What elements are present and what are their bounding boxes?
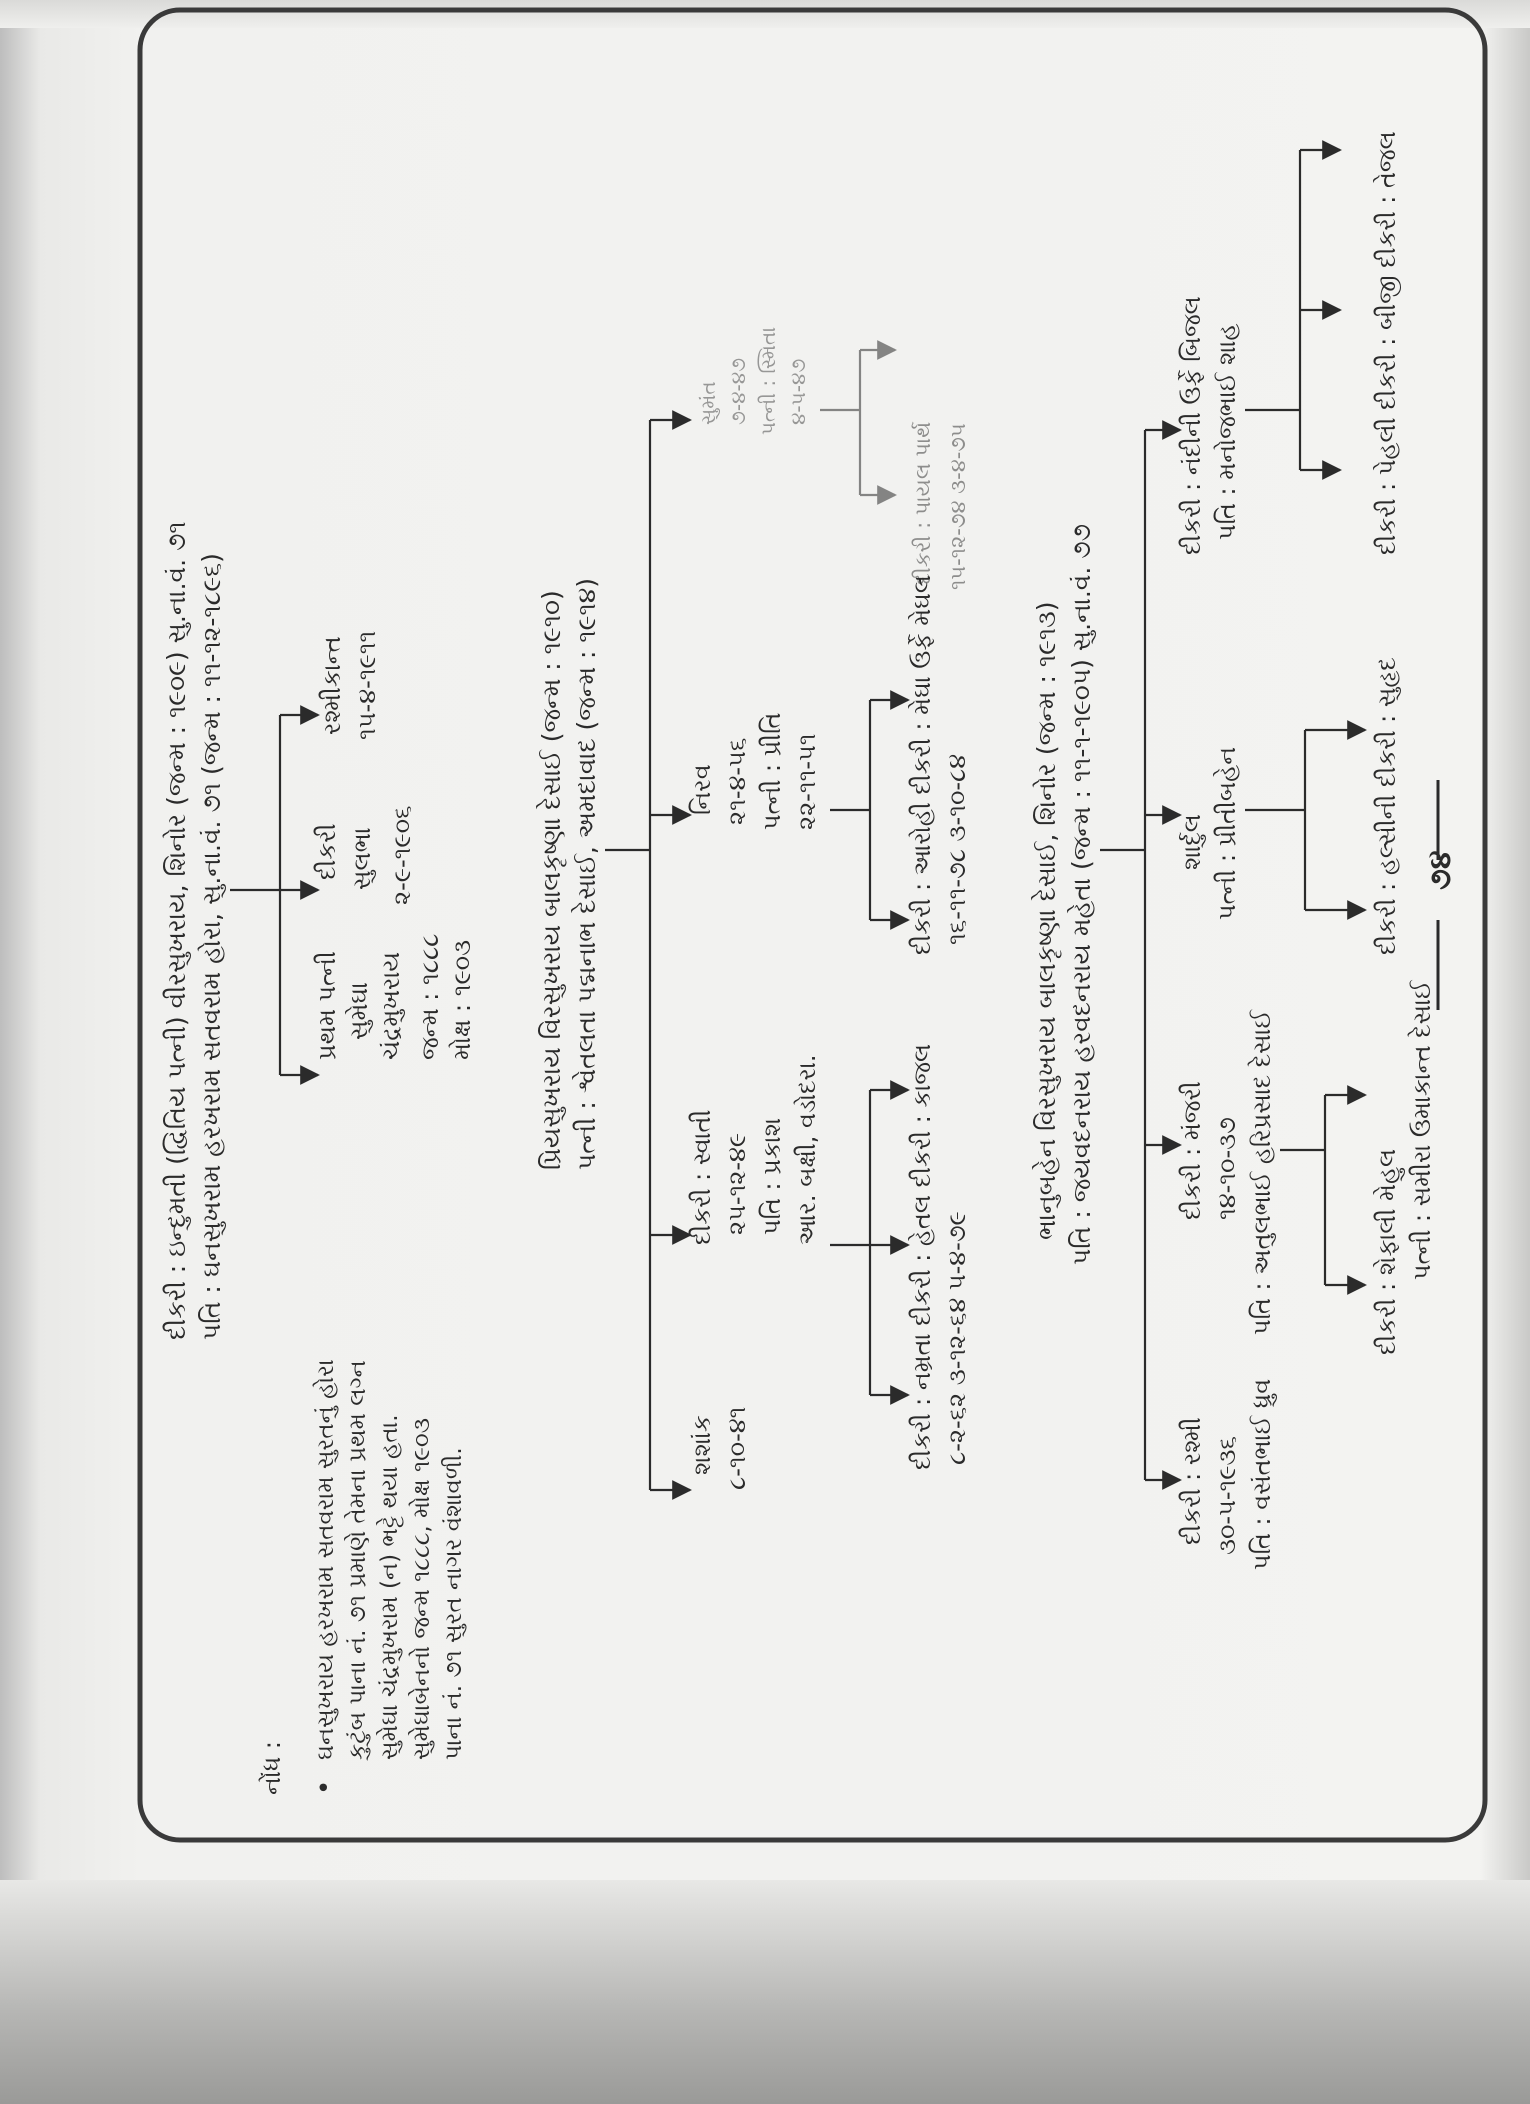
swati-line: દીકરી : સ્વાતી: [688, 1109, 716, 1245]
first-wife-line: ચંદ્રમુખરાય: [377, 952, 405, 1060]
sumant-line: પત્ની : સ્મિતા: [756, 326, 780, 435]
footnote-line: સુમેઘાબેનનો જન્મ ૧૮૮૮, મોક્ષ ૧૯૦૩: [409, 1417, 435, 1760]
footnote-lines: [312, 1359, 467, 1761]
manjari-block: [1178, 1009, 1276, 1335]
nirav-children-line1: દીકરી : આરોહી દીકરી : મેઘા ઉર્ફે મેઘલ: [908, 575, 936, 955]
nirav-children-line2: ૧૬-૧૧-૭૮ ૩-૧૦-૮૪: [943, 753, 971, 945]
footnote-bullet: •: [310, 1779, 340, 1795]
footnote-line: સુમેઘા ચંદ્રમુખરામ (ન) ભટ્ટે થયા હતા.: [377, 1414, 403, 1760]
swati-line: ૨૫-૧૨-૪૯: [723, 1132, 751, 1235]
shashank-line: ૮-૧૦-૪૧: [723, 1406, 751, 1490]
daughter-sulabha-block: [313, 806, 416, 905]
sulabha-line: સુલભા: [348, 827, 376, 890]
first-wife-line: સુમેઘા: [345, 982, 373, 1040]
top-family-line2: પતિ : ઘનસુખરામ હરખરામ સતવરામ હોરા, સુ.ના.વં. ૭૧ (જન્મ : ૧૧-૧૨-૧૮૯૬): [197, 553, 226, 1340]
manjari-children-line2: પત્ની : સમીરા ઉમાકાન્ત દેસાઈ: [1408, 980, 1436, 1280]
rashmi-line: દીકરી : રશ્મી: [1178, 1417, 1206, 1545]
bhanuben-line2: પતિ : જયવદનરાય હરવદનરાય મહેતા (જન્મ : ૧૧-૧-૧૯૦૫) સુ.ના.વં. ૭૭: [1067, 524, 1096, 1265]
page-bottom-shadow: [0, 1880, 1530, 2104]
rashmi-block: [1178, 1379, 1277, 1570]
first-wife-line: મોક્ષ : ૧૯૦૩: [448, 939, 476, 1060]
page-frame: [140, 10, 1485, 1840]
nandini-line: પતિ : મનોજભાઈ શાહ: [1213, 323, 1241, 540]
sumant-line: ૪-૫-૪૭: [786, 358, 810, 425]
nirav-line: પત્ની : પ્રીતિ: [758, 712, 786, 830]
rashmikant-block: [318, 631, 381, 740]
nandini-children-line: દીકરી : પેહલી દીકરી : બીજી દીકરી : તેજલ: [1373, 131, 1401, 555]
shashank-line: શશાંક: [688, 1415, 716, 1475]
bhanuben-line1: ભાનુબહેન વિરસુખરાય બાલકૃષ્ણા દેસાઈ, શિનોર (જન્મ : ૧૯૧૩): [1032, 601, 1061, 1240]
sumant-line: ૭-૪-૪૭: [726, 357, 750, 425]
rashmi-line: પતિ : વસંતભાઈ ધ્રુવ: [1248, 1378, 1276, 1570]
rashmi-line: ૩૦-૫-૧૯૩૬: [1213, 1436, 1241, 1555]
rashmikant-line: ૧૫-૪-૧૯૧૧: [353, 630, 381, 740]
footnote-line: કુટુંબ પાના નં. ૭૧ પ્રમાણે તેમના પ્રથમ લગ્ન: [345, 1360, 371, 1760]
sulabha-line: દીકરી: [313, 823, 341, 880]
first-wife-line: જન્મ : ૧૮૮૮: [416, 933, 444, 1060]
manjari-children-line1: દીકરી : શેફાલી મેહુલ: [1373, 1148, 1401, 1355]
first-wife-line: પ્રથમ પત્ની: [313, 951, 341, 1060]
swati-block: [688, 1055, 821, 1245]
nandini-line: દીકરી : નંદીની ઉર્ફે બિજલ: [1178, 296, 1206, 555]
shardul-children-line: દીકરી : હલ્સીની દીકરી : સુહૃદ: [1373, 657, 1401, 955]
sumant-line: સુમંત: [696, 381, 720, 425]
nirav-line: નિરવ: [688, 764, 716, 815]
manjari-line: દીકરી : મંજરી: [1178, 1081, 1206, 1220]
shardul-line: પત્ની : પ્રીતીબહેન: [1213, 746, 1241, 920]
page-number: ૭૪: [1423, 850, 1458, 890]
footnote-line: ઘનસુખરાય હરખરામ સતવરામ સુરતનું હોરા: [313, 1359, 339, 1760]
nandini-block: [1178, 296, 1241, 555]
shashank-children-line2: ૮-૨-૬૨ ૩-૧૨-૬૪ ૫-૪-૭૯: [943, 1211, 971, 1465]
manjari-line: પતિ : અતુલભાઈ હરિપ્રસાદ દેસાઈ: [1248, 1010, 1276, 1335]
footnote-heading: નોંધ :: [258, 1741, 286, 1795]
footnote-line: પાના નં. ૭૧ સુરત નાગર વંશાવળી.: [441, 1447, 467, 1760]
sumant-children: [911, 422, 970, 590]
nirav-line: ૨૨-૧૧-૫૧: [793, 733, 821, 830]
manjari-line: ૧૪-૧૦-૩૭: [1213, 1117, 1241, 1220]
shardul-line: શાર્દુલ: [1178, 814, 1206, 870]
sumant-block: [696, 327, 810, 435]
rashmikant-line: રશ્મીકાન્ત: [318, 636, 346, 735]
swati-line: આર. બક્ષી, વડોદરા.: [793, 1054, 821, 1245]
first-wife-block: [313, 934, 476, 1060]
priyasukhrai-line2: પત્ની : શ્વેતલતા પદ્મનાભ દેસાઈ, અમદાવાદ (જન્મ : ૧૯૧૪): [572, 578, 601, 1170]
shashank-children-line1: દીકરી : નમ્રતા દીકરી : હેતલ દીકરી : કાજલ: [908, 1043, 936, 1470]
nirav-block: [688, 713, 821, 830]
shardul-block: [1178, 747, 1241, 920]
swati-line: પતિ : પ્રકાશ: [758, 1117, 786, 1235]
sumant-children-line2: ૧૫-૧૨-૭૪ ૩-૪-૭૫: [946, 423, 970, 590]
sumant-children-line1: દીકરી : પાયલ પાર્થ: [911, 421, 935, 585]
nirav-line: ૨૧-૪-૫૬: [723, 737, 751, 825]
priyasukhrai-line1: પ્રિયસુખરાય વિરસુખરાય બાલકૃષ્ણા દેસાઈ (જન્મ : ૧૯૧૦): [537, 590, 566, 1170]
sulabha-line: ૨-૯-૧૯૦૬: [388, 805, 416, 905]
top-family-line1: દીકરી : ઇન્દુમતી (દ્વિતિય પત્ની) વીરસુખરાય, શિનોર (જન્મ : ૧૯૦૯) સુ.ના.વં. ૭૧: [162, 521, 191, 1340]
shashank-block: [688, 1407, 751, 1490]
